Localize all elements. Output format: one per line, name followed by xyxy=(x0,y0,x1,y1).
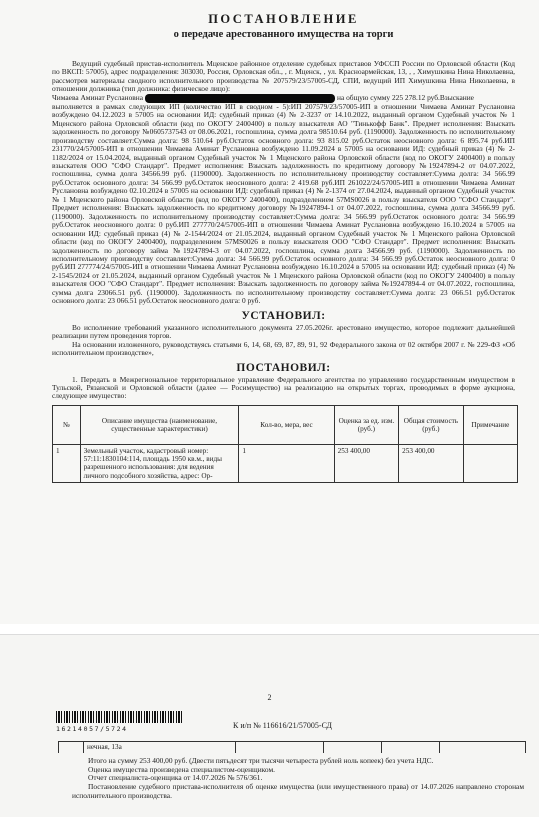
table-divider xyxy=(439,742,440,753)
document-page-2 xyxy=(0,634,539,817)
table-row xyxy=(53,444,518,482)
document-title: ПОСТАНОВЛЕНИЕ xyxy=(208,12,359,26)
intro-paragraph: Ведущий судебный пристав-исполнитель Мценское районное отделение судебных приставов УФССП России по Орловской области (Код по ВКСП: 57005), адрес подразделения: 303030, Россия, Орловская обл., , г. Мценск, , ул. Красноармейская, 13, , , Химушкина Нина Николаевна, рассмотрев материалы сводного исполнительного производства № 207579/23/57005-СД, СПИ, ведущий ИП Химушкина Нина Николаевна, в отношении должника (тип должника: физическое лицо): xyxy=(52,59,515,94)
table-divider xyxy=(381,742,382,753)
table-header-total: Общая стоимость (руб.) xyxy=(399,405,464,444)
row-description: Земельный участок, кадастровый номер: 57:11:1830104:114, площадь 1950 кв.м., виды разрешенного использования: для ведения личного подсобного хозяйства, адрес: Ор- xyxy=(80,444,239,482)
table-header-row xyxy=(53,405,518,444)
row-note xyxy=(463,444,517,482)
table-header-num: № xyxy=(53,405,81,444)
table-header-description: Описание имущества (наименование, существенные характеристики) xyxy=(80,405,239,444)
established-paragraph: Во исполнение требований указанного исполнительного документа 27.05.2026г. арестовано имущество, которое подлежит дальнейшей реализации путем проведения торгов. xyxy=(52,322,515,341)
table-divider xyxy=(235,742,236,753)
row-total: 253 400,00 xyxy=(399,444,464,482)
enforcement-case-number: К и/п № 116616/21/57005-СД xyxy=(233,721,332,730)
table-header-qty: Кол-во, мера, вес xyxy=(239,405,334,444)
table-header-unit-price: Оценка за ед. изм. (руб.) xyxy=(334,405,399,444)
resolved-heading: ПОСТАНОВИЛ: xyxy=(236,361,331,374)
total-debt-text: на общую сумму 225 278.12 руб.Взыскание xyxy=(337,93,474,103)
page-number: 2 xyxy=(267,693,272,702)
table-continuation xyxy=(58,741,526,753)
decision-text: Постановление судебного пристава-исполнителя об оценке имущества (или имущественного права) от 14.07.2026 направлено сторонам исполнительного производства. xyxy=(72,782,524,800)
report-text: Отчет специалиста-оценщика от 14.07.2026 № 576/361. xyxy=(88,773,263,783)
legal-basis-paragraph: На основании изложенного, руководствуясь статьями 6, 14, 68, 69, 87, 89, 91, 92 Федерального закона от 02 октября 2007 г. № 229-ФЗ «Об исполнительном производстве», xyxy=(52,339,515,358)
total-sum-text: Итого на сумму 253 400,00 руб. (Двести пятьдесят три тысячи четыреста рублей ноль копеек) без учета НДС. xyxy=(88,756,434,765)
debtor-name: Чимаева Аминат Руслановна xyxy=(52,93,143,103)
property-table xyxy=(52,405,518,483)
appraisal-text: Оценка имущества произведена специалистом-оценщиком. xyxy=(88,764,275,774)
document-subtitle: о передаче арестованного имущества на торги xyxy=(173,29,394,40)
table-header-note: Примечание xyxy=(463,405,517,444)
page-gap xyxy=(0,624,539,634)
continuation-description: нечная, 13а xyxy=(83,742,122,753)
row-qty: 1 xyxy=(239,444,334,482)
resolved-paragraph: 1. Передать в Межрегиональное территориальное управление Федерального агентства по управлению государственным имуществом в Тульской, Рязанской и Орловской области (далее — Росимущество) на реализацию на открытых торгах, проводимых в форме аукциона, следующее имущество: xyxy=(52,374,515,401)
established-heading: УСТАНОВИЛ: xyxy=(241,309,326,322)
row-unit-price: 253 400,00 xyxy=(334,444,399,482)
page2-text xyxy=(72,757,524,801)
barcode-number: 16214057/5724 xyxy=(56,725,128,733)
row-num: 1 xyxy=(53,444,81,482)
barcode-image xyxy=(56,711,182,723)
enforcement-details: выполняется в рамках следующих ИП (количество ИП в сводном - 5):ИП 207579/23/57005-ИП в отношении Чимаева Аминат Руслановна возбуждено 04.12.2023 в 57005 на основании ИД: судебный приказ (4) № 2-3237 от 14.10.2022, выданный органом Судебный участок № 1 Мценского района Орловской области (код по ОКОГУ 2400400) в пользу взыскателя АО "Тинькофф Банк". Предмет исполнения: Взыскать задолженность по договору №0605737543 от 08.06.2021, госпошлина, сумма долга 98510.64 руб. (1190000). Задолженность по исполнительному производству составляет:Сумма долга: 98 510.64 руб.Остаток основного долга: 93 815.02 руб.Остаток неосновного долга: 6 895.74 руб.ИП 231770/24/57005-ИП в отношении Чимаева Аминат Руслановна возбуждено 11.09.2024 в 57005 на основании ИД: судебный приказ (4) № 2-1182/2024 от 15.04.2024, выданный органом Судебный участок № 1 Мценского района Орловской области (код по ОКОГУ 2400400) в пользу взыскателя ООО "СФО Стандарт". Предмет исполнения: Взыскать задолженность по кредитному договору №19247894-2 от 04.07.2022, госпошлина, сумма долга 34566.99 руб. (1190000). Задолженность по исполнительному производству составляет:Сумма долга: 34 566.99 руб.Остаток основного долга: 34 566.99 руб.Остаток неосновного долга: 2 419.68 руб.ИП 261022/24/57005-ИП в отношении Чимаева Аминат Руслановна возбуждено 02.10.2024 в 57005 на основании ИД: судебный приказ (4) № 2-1374 от 27.04.2024, выданный органом Судебный участок № 1 Мценского района Орловской области (код по ОКОГУ 2400400), подразделением 57MS0026 в пользу взыскателя ООО "СФО Стандарт". Предмет исполнения: Взыскать задолженность по кредитному договору №19247894-1 от 04.07.2022, госпошлина, сумма долга 34566.99 руб. (1190000). Задолженность по исполнительному производству составляет:Сумма долга: 34 566.99 руб.Остаток основного долга: 34 566.99 руб.Остаток неосновного долга: 0 руб.ИП 277770/24/57005-ИП в отношении Чимаева Аминат Руслановна возбуждено 16.10.2024 в 57005 на основании ИД: судебный приказ (4) № 2-1544/2024 от 21.05.2024, выданный органом Судебный участок № 1 Мценского района Орловской области (код по ОКОГУ 2400400), подразделением 57MS0026 в пользу взыскателя ООО "СФО Стандарт". Предмет исполнения: Взыскать задолженность по договору займа №19247894-3 от 04.07.2022, госпошлина, сумма долга 34566.99 руб. (1190000). Задолженность по исполнительному производству составляет:Сумма долга: 34 566.99 руб.Остаток основного долга: 34 566.99 руб.Остаток неосновного долга: 0 руб.ИП 277774/24/57005-ИП в отношении Чимаева Аминат Руслановна возбуждено 16.10.2024 в 57005 на основании ИД: судебный приказ (4) № 2-1545/2024 от 21.05.2024, выданный органом Судебный участок № 1 Мценского района Орловской области (код по ОКОГУ 2400400) в пользу взыскателя ООО "СФО Стандарт". Предмет исполнения: Взыскать задолженность по договору займа №19247894-4 от 04.07.2022, госпошлина, сумма долга 23066.51 руб. (1190000). Задолженность по исполнительному производству составляет:Сумма долга: 23 066.51 руб.Остаток основного долга: 23 066.51 руб.Остаток неосновного долга: 0 руб. xyxy=(52,101,515,306)
table-divider xyxy=(323,742,324,753)
